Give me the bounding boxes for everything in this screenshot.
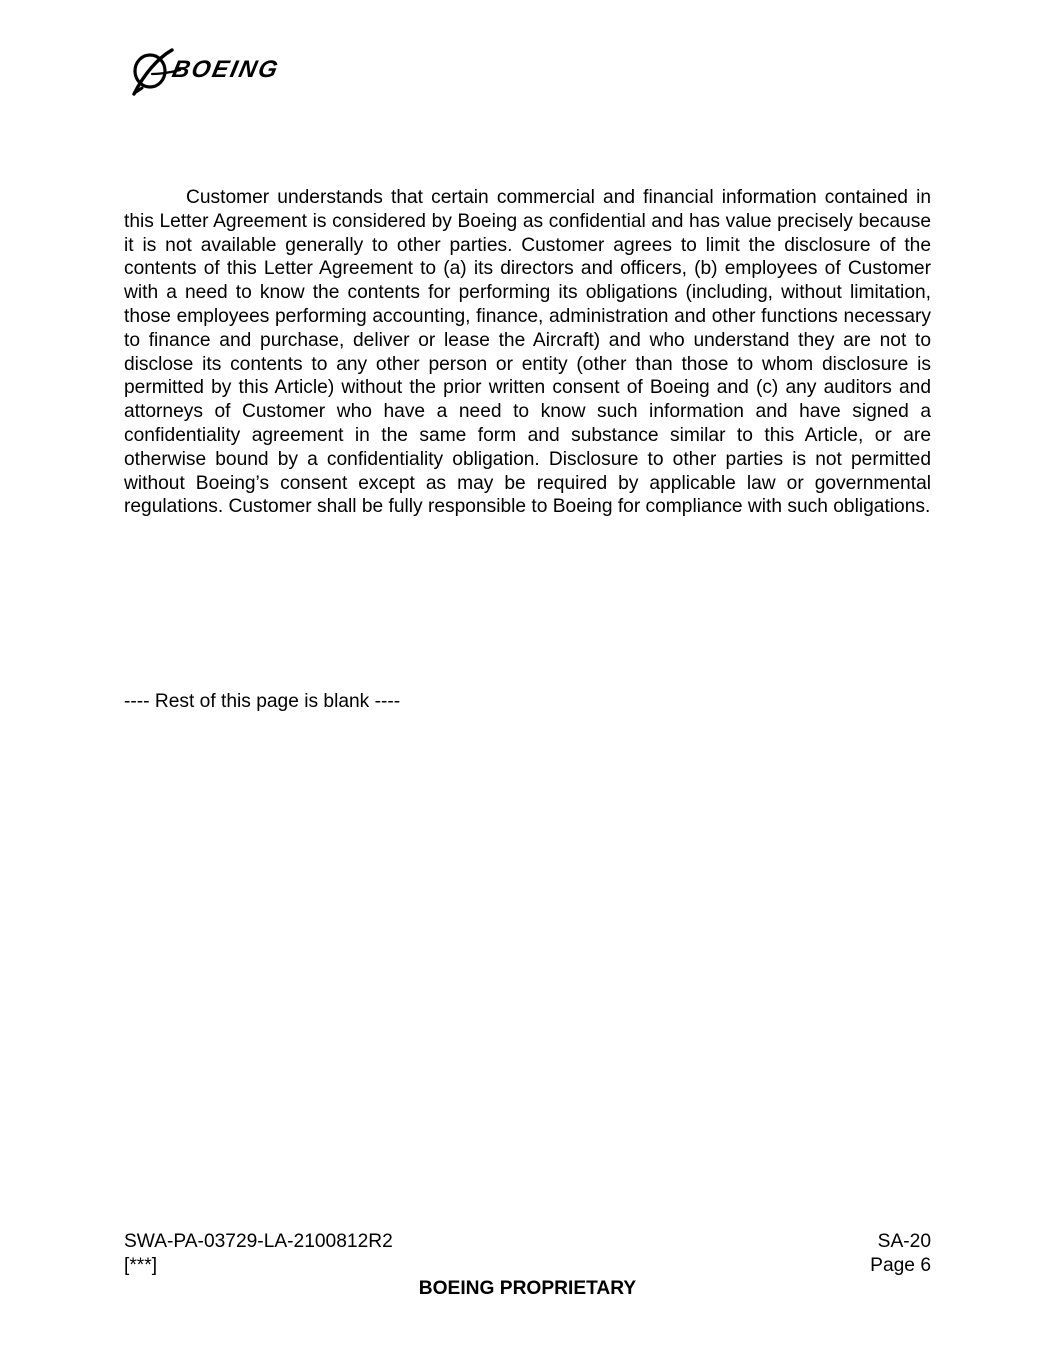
document-number: SWA-PA-03729-LA-2100812R2 <box>124 1231 393 1252</box>
proprietary-notice: BOEING PROPRIETARY <box>418 1278 637 1299</box>
confidentiality-paragraph: Customer understands that certain commercial and financial information contained in this Letter Agreement is considered by Boeing as confidential and has value precisely because it is not available generally to other parties. Customer agrees to limit the disclosure of the contents of this Letter Agreement to (a) its directors and officers, (b) employees of Customer with a need to know the contents for performing its obligations (including, without limitation, those employees performing accounting, finance, administration and other functions necessary to finance and purchase, deliver or lease the Aircraft) and who understand they are not to disclose its contents to any other person or entity (other than those to whom disclosure is permitted by this Article) without the prior written consent of Boeing and (c) any auditors and attorneys of Customer who have a need to know such information and have signed a confidentiality agreement in the same form and substance similar to this Article, or are otherwise bound by a confidentiality obligation. Disclosure to other parties is not permitted without Boeing’s consent except as may be required by applicable law or governmental regulations. Customer shall be fully responsible to Boeing for compliance with such obligations. <box>124 187 931 518</box>
page-number: Page 6 <box>870 1255 931 1276</box>
boeing-logo-wordmark: BOEING <box>169 56 282 83</box>
footer-left <box>124 1230 393 1278</box>
boeing-logo-mark <box>128 44 338 100</box>
footer-right <box>870 1230 931 1278</box>
redaction-marker: [***] <box>124 1255 158 1276</box>
supplement-number: SA-20 <box>877 1231 931 1252</box>
blank-page-note: ---- Rest of this page is blank ---- <box>124 691 401 712</box>
boeing-logo <box>128 44 338 100</box>
